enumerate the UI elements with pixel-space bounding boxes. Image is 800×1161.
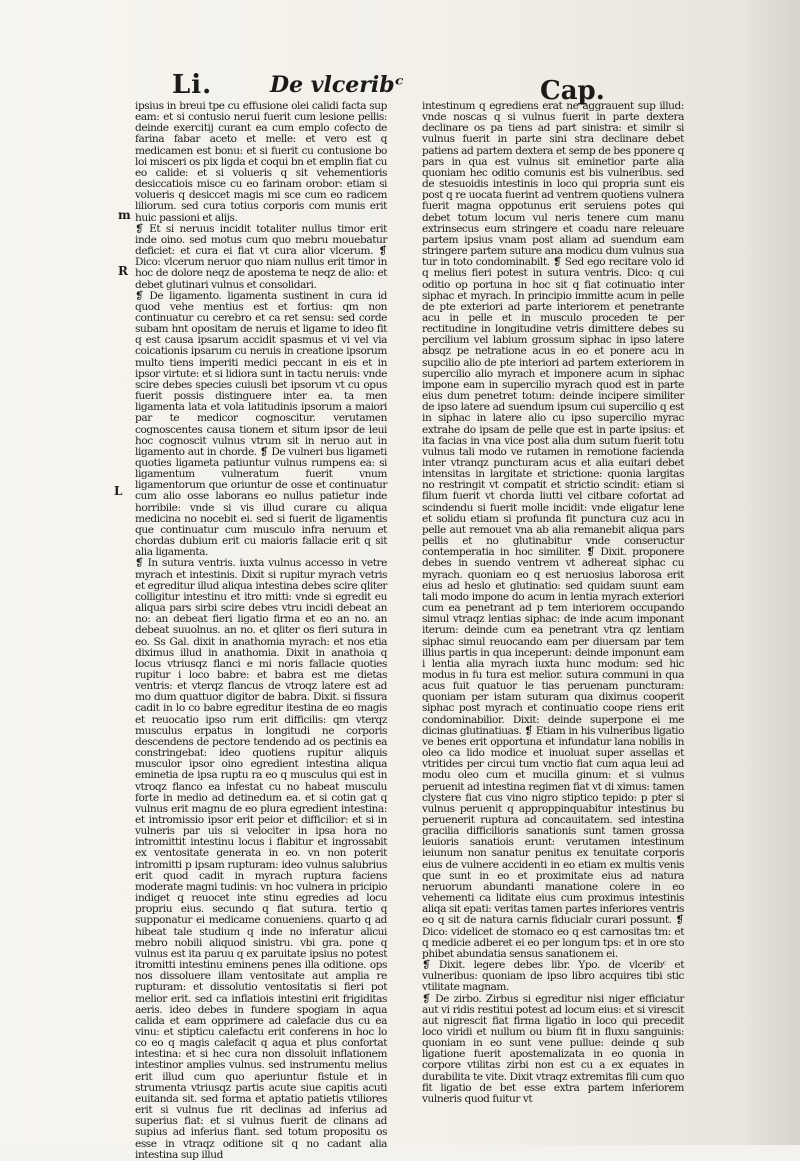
text-paragraph: ❡ Et si neruus incidit totaliter nullus timor erit inde oino. sed motus cum quo mebru mouebatur deficiet: et cura ei fiat vt cura alior vlcerum. ❡ Dico: vlcerum neruor quo niam nullus erit timor in hoc de dolore neqz de apostema te neqz de alio: et debet glutinari vulnus et consolidari. — [135, 222, 387, 291]
page-shadow — [740, 0, 800, 1145]
text-paragraph: ❡ In sutura ventris. iuxta vulnus accesso in vetre myrach et intestinis. Dixit si rupitur myrach vetris et egreditur illud aliqua intestina debes scire qliter colligitur intestinu et itro mitti: vnde si egredit eu aliqua pars sirbi scire debes vtru incidi debeat an no: an debeat fieri ligatio firma et eo an no. an debeat suuolnus. an no. et qliter os fieri sutura in eo. Ss Gal. dixit in anathomia myrach: et nos etia diximus illud in anathomia. Dixit in anathoia q locus vtriusqz flanci e mi noris fallacie quoties rupitur i loco babre: et babra est me dietas ventris: et vterqz flancus de vtroqz latere est ad mo dum quattuor digitor de babra. Dixit. si fissura cadit in lo co babre egreditur itestina de eo magis et reuocatio ipso rum erit difficilis: qm vterqz musculus erpatus in longitudi ne corporis descendens de pectore tendendo ad os pectinis ea constringebat: ideo quotiens rupitur aliquis musculor ipsor oino egredient intestina aliqua eminetia de ipsa ruptu ra eo q musculus qui est in vtroqz flanco ea infestat cu no habeat musculu forte in medio ad detinedum ea. et si cotin gat q vulnus erit magnu de eo plura egredient intestina: et intromissio ipsor erit peior et difficilior: et si in vulneris par uis si velociter in ipsa hora no intromittit intestinu locus i flabitur et ingrossabit ex ventositate generata in eo. vn non poterit intromitti p ipsam rupturam: ideo vulnus salubrius erit quod cadit in myrach ruptura faciens moderate magni tudinis: vn hoc vulnera in pricipio indiget q reuocet inte stinu egredies ad locu propriu eius. secundo q fiat sutura. tertio q supponatur ei medicame conueniens. quarto q ad hibeat tale studium q inde no inferatur alicui mebro nobili aliquod sinistru. vbi gra. pone q vulnus est ita paruu q ex paruitate ipsius no potest itromitti intestinu eminens penes illa oditione. ops nos dissoluere illam ventositate aut amplia re rupturam: et dissolutio ventositatis si fieri pot melior erit. sed ca inflatiois intestini erit frigiditas aeris. ideo debes in fundere spogiam in aqua calida et eam opprimere ad calefacie dus cu ea vinu: et stipticu calefactu erit conferens in hoc lo co eo q magis calefacit q aqua et plus confortat intestina: et si hec cura non dissoluit inflationem intestinor amplies vulnus. sed instrumentu melius erit illud cum quo aperiuntur fistule et in strumenta vtriusqz partis acute siue capitis acuti euitanda sit. sed forma et aptatio patietis vtiliores erit si vulnus fue rit declinas ad inferius ad superius fiat: et si vulnus fuerit de clinans ad supius ad inferius fiant. sed totum propositu os esse in vtraqz oditione sit q no cadant alia intestina sup illud — [135, 557, 387, 1161]
text-paragraph: intestinum q egrediens erat ne aggrauent sup illud: vnde noscas q si vulnus fuerit in parte dextera declinare os pa tiens ad part sinistra: et similr si vulnus fuerit in parte sini stra declinare debet patiens ad partem dextera et semp de bes pponere q pars in qua est vulnus sit eminetior parte alia quoniam hec oditio comunis est bis vulneribus. sed de stesuoidis intestinis in loco qui propria sunt eis post q re uocata fuerint ad ventrem quotiens vulnera fuerit magna oppotunus erit seruiens potes qui debet totum locum vul neris tenere cum manu extrinsecus eum stringere et coadu nare releuare partem ipsius vnam post aliam ad suendum eam stringere partem suture ana modicu dum vulnus sua tur in toto condominabilt. ❡ Sed ego recitare volo id q melius fieri potest in sutura ventris. Dico: q cui oditio op portuna in hoc sit q fiat cotinuatio inter siphac et myrach. In principio immitte acum in pelle de pte exteriori ad parte interiorem et penetrante acu in pelle et in musculo proceden te per rectitudine in longitudine vetris dimittere debes su percilium vel labium grossum siphac in ipso latere absqz pe netratione acus in eo et ponere acu in supcilio alio de pte interiori ad partem exteriorem in supercilio alio myrach et imponere acum in siphac impone eam in supercilio myrach quod est in parte eius dum penetret totum: deinde incipere similiter de ipso latere ad suendum ipsum cui supercilio q est in siphac in latere alio cu ipso supercilio myrac extrahe do ipsam de pelle que est in parte ipsius: et ita facias in vna vice post alia dum sutum fuerit totu vulnus tali modo ve rutamen in remotione facienda inter vtranqz puncturam acus et alia euitari debet intensitas in largitate et strictione: quonia largitas no restringit vt compatit et strictio scindit: etiam si filum fuerit vt chorda liutti vel citbare cofortat ad scindendu si fuerit molle incidit: vnde eligatur lene et solidu etiam si profunda fit punctura cuz acu in pelle aut remouet vna ab alia remanebit aliqua pars pellis et no glutinabitur vnde conseructur contemperatia in hoc similiter. ❡ Dixit. proponere debes in suendo ventrem vt adhereat siphac cu myrach. quoniam eo q est neruosius laborosa erit eius ad heslo et glutinatio: sed quidam suunt eam tali modo impone do acum in lentia myrach exteriori cum ea penetrant ad p tem interiorem occupando simul vtraqz lentias siphac: de inde acum imponant iterum: deinde cum ea penetrant vtra qz lentiam siphac simul reuocando eam per diuersam par tem illius partis in qua inceperunt: deinde imponunt eam i lentia alia myrach iuxta hunc modum: sed hic modus in fu tura est melior. sutura communi in qua acus fuit quatuor le tias peruenam puncturam: quoniam per istam suturam qua diximus cooperit siphac post myrach et continuatio coope riens erit condominabilior. Dixit: deinde superpone ei me dicinas glutinatiuas. ❡ Etiam in his vulneribus ligatio ve benes erit opportuna et infundatur lana nobilis in oleo ca lido modice et inuoluat super assellas et vtritides per circui tum vnctio fiat cum aqua leui ad modu oleo cum et mucilla ginum: et si vulnus peruenit ad intestina regimen fiat vt di ximus: tamen clystere fiat cus vino nigro stiptico tepido: p pter si vulnus peruenit q approppinquabitur intestinus bu peruenerit ruptura ad concauitatem. sed intestina gracilia difficilioris sanationis sunt tamen grossa leuioris sanatiois erunt: verutamen intestinum ieiunum non sanatur penitus ex tenuitate corporis eius de vulnere accidenti in eo etiam ex multis venis que sunt in eo et proximitate eius ad natura neruorum abundanti manatione colere in eo vehementi ca liditate eius cum proximus intestinis aliqa sit epati: veritas tamen partes inferiores ventris eo q sit de natura carnis fiducialr curari possunt. ❡ Dico: videlicet de stomaco eo q est carnositas tm: et q medicie adberet ei eo per longum tps: et in ore sto phibet abundatia sensus sanationem ei. — [422, 100, 685, 960]
text-paragraph: ❡ De ligamento. ligamenta sustinent in cura id quod vehe mentius est et fortius: qm non continuatur cu cerebro et ca ret sensu: sed corde subam hnt opositam de neruis et ligame to ideo fit q est causa ipsarum accidit spasmus et vi vel via coicationis ipsarum cu neruis in creatione ipsorum multo tiens imperiti medici peccant in eis et in ipsor virtute: et si lidiora sunt in tactu neruis: vnde scire debes species cuiusli bet ipsorum vt cu opus fuerit possis distinguere inter ea. ta men ligamenta lata et vola latitudinis ipsorum a maiori par te medicor cognoscitur. verutamen cognoscentes causa tionem et situm ipsor de leui hoc cognoscit vulnus vtrum sit in neruo aut in ligamento aut in chorde. ❡ De vulneri bus ligameti quoties ligameta patiuntur vulnus rumpens ea: si ligamentum vulneratum fuerit vnum ligamentorum que oriuntur de osse et continuatur cum alio osse laborans eo nullus patietur inde horribile: vnde si vis illud curare cu aliqua medicina no nocebit ei. sed si fuerit de ligamentis que continuatur cum musculo infra neruum et chordas dubium erit cu maioris fallacie erit q sit alia ligamenta. — [135, 289, 387, 559]
running-title: De vlceribᶜ — [270, 72, 404, 98]
text-paragraph: ipsius in breui tpe cu effusione olei calidi facta sup eam: et si contusio nerui fuerit cum lesione pellis: deinde exercitij curant ea cum emplo cofecto de farina fabar aceto et melle: et vero est q medicamen est bonu: et si fuerit cu contusione bo loi misceri os pix ligda et coqui bn et emplin fiat cu eo calide: et si volueris q sit vehementioris desiccatiois misce cu eo farinam orobor: etiam si volueris q desiccet magis mi sce cum eo radicem liliorum. sed cura totius corporis com munis erit huic passioni et alijs. — [135, 100, 387, 224]
chapter-label: Cap. — [540, 76, 605, 106]
text-paragraph: ❡ Dixit. legere debes libr. Ypo. de vlceribᶜ et vulneribus: quoniam de ipso libro acquires tibi stic vtilitate magnam. — [422, 959, 684, 994]
right-text-column — [422, 100, 685, 1105]
marginal-letter: L — [114, 484, 123, 498]
marginal-letter: m — [118, 208, 131, 222]
folio-number: Li. — [172, 70, 213, 100]
text-paragraph: ❡ De zirbo. Zirbus si egreditur nisi niger efficiatur aut vi ridis restitui potest ad locum eius: et si virescit aut nigrescit fiat firma ligatio in loco qui precedit loco viridi et nullum ou bium fit in fluxu sanguinis: quoniam in eo sunt vene pullue: deinde q sub ligatione fuerit apostemalizata in eo quonia in corpore vtilitas zirbi non est cu a ex equates in durabilita te vite. Dixit vtraqz extremitas fili cum quo fit ligatio de bet esse extra partem inferiorem vulneris quod fuitur vt — [422, 992, 684, 1105]
marginal-letter: R — [118, 264, 128, 278]
left-text-column — [135, 100, 387, 1161]
